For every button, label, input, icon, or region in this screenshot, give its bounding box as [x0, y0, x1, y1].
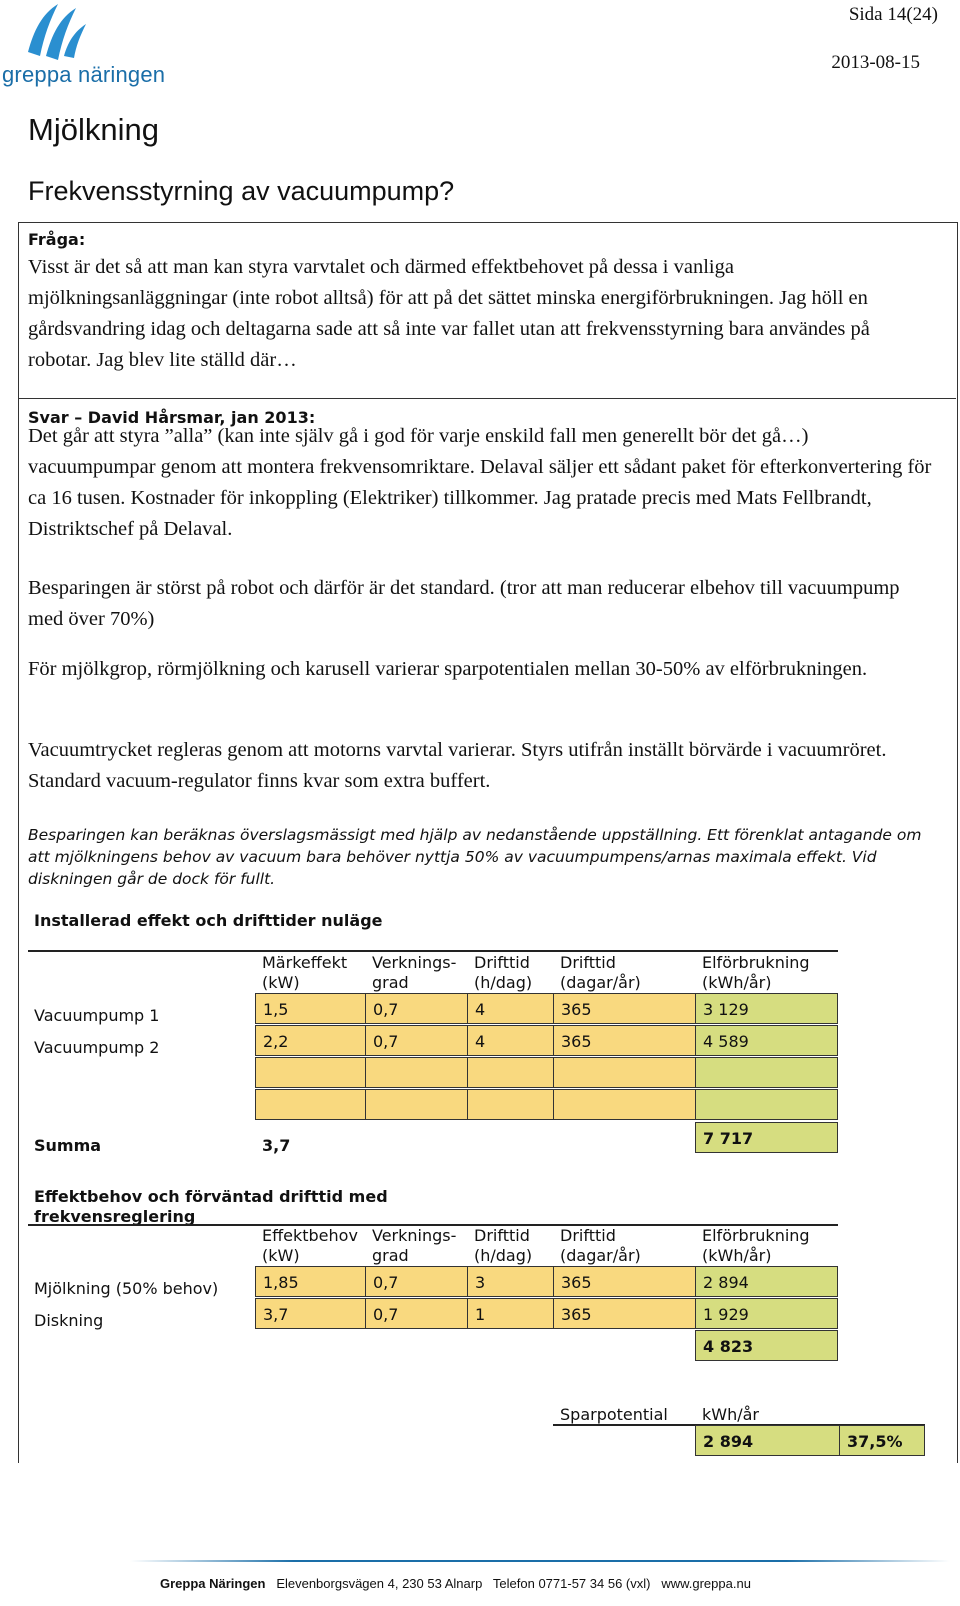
table2-row-label: Mjölkning (50% behov) [34, 1279, 219, 1298]
table1-cell: 365 [553, 1025, 697, 1056]
footer-web-link[interactable]: www.greppa.nu [661, 1576, 751, 1591]
answer-label: Svar – David Hårsmar, jan 2013: [28, 408, 316, 427]
answer-paragraph: Besparingen är störst på robot och därför är det standard. (tror att man reducerar elbehov till vacuumpump med över 70%) [28, 577, 900, 630]
table1-cell: 0,7 [365, 1025, 469, 1056]
table1-cell: 4 [467, 1025, 555, 1056]
savings-percent: 37,5% [839, 1425, 925, 1456]
table2-col-header: Effektbehov (kW) [262, 1226, 358, 1265]
table2-cell: 3,7 [255, 1298, 367, 1329]
table1-cell [695, 1089, 838, 1120]
table2-col-header: Verknings- grad [372, 1226, 457, 1265]
greppa-logo [0, 0, 170, 92]
table1-col-header: Elförbrukning (kWh/år) [702, 953, 810, 992]
answer-paragraph: Vacuumtrycket regleras genom att motorns varvtal varierar. Styrs utifrån inställt börvärde i vacuumröret. Standard vacuum-regulator finns kvar som extra buffert. [28, 739, 887, 792]
page-subtitle: Frekvensstyrning av vacuumpump? [28, 176, 455, 206]
table2-cell: 0,7 [365, 1266, 469, 1297]
table1-cell [467, 1089, 555, 1120]
logo-text: greppa näringen [2, 62, 166, 87]
table2-cell: 365 [553, 1266, 697, 1297]
table2-cell: 3 [467, 1266, 555, 1297]
table2-row-label: Diskning [34, 1311, 104, 1330]
table1-col-header: Drifttid (dagar/år) [560, 953, 641, 992]
page-title: Mjölkning [28, 112, 159, 147]
table1-top-rule [28, 950, 838, 952]
table1-title: Installerad effekt och drifttider nuläge [34, 911, 383, 930]
question-text: Visst är det så att man kan styra varvtalet och därmed effektbehovet på dessa i vanliga mjölkningsanläggningar (inte robot alltså) för att på det sättet minska energiförbrukningen. Jag höll en gårdsvandring idag och deltagarna sade att så inte var fallet utan att frekvensstyrning bara användes på robotar. Jag blev lite ställd där… [28, 256, 870, 371]
table1-cell [553, 1057, 697, 1088]
table1-cell [365, 1089, 469, 1120]
footer-address: Elevenborgsvägen 4, 230 53 Alnarp [276, 1576, 483, 1591]
calculation-note: Besparingen kan beräknas överslagsmässigt med hjälp av nedanstående uppställning. Ett förenklat antagande om att mjölkningens behov av vacuum bara behöver nyttja 50% av vacuumpumpens/arnas maximala effekt. Vid diskningen går de dock för fullt. [28, 826, 922, 888]
footer [160, 1576, 751, 1591]
table1-col-header: Verknings- grad [372, 953, 457, 992]
footer-phone: Telefon 0771-57 34 56 (vxl) [492, 1576, 651, 1591]
table1-cell: 2,2 [255, 1025, 367, 1056]
qa-divider [18, 398, 956, 399]
savings-value: 2 894 [695, 1425, 841, 1456]
document-date: 2013-08-15 [831, 52, 920, 73]
table1-cell: 0,7 [365, 993, 469, 1024]
table2-col-header: Elförbrukning (kWh/år) [702, 1226, 810, 1265]
table2-sum-energy: 4 823 [695, 1330, 838, 1361]
table1-cell: 4 [467, 993, 555, 1024]
table1-cell [255, 1057, 367, 1088]
footer-rule [130, 1560, 950, 1562]
table1-col-header: Drifttid (h/dag) [474, 953, 533, 992]
table2-col-header: Drifttid (h/dag) [474, 1226, 533, 1265]
table1-cell: 4 589 [695, 1025, 838, 1056]
table2-cell: 1 [467, 1298, 555, 1329]
table1-sum-energy: 7 717 [695, 1122, 838, 1153]
table2-cell: 0,7 [365, 1298, 469, 1329]
table1-cell [467, 1057, 555, 1088]
logo-mark-icon [20, 0, 90, 60]
table2-cell: 1 929 [695, 1298, 838, 1329]
table2-cell: 365 [553, 1298, 697, 1329]
table1-cell: 3 129 [695, 993, 838, 1024]
table1-cell [365, 1057, 469, 1088]
table1-cell: 1,5 [255, 993, 367, 1024]
question-label: Fråga: [28, 230, 86, 249]
answer-paragraph: För mjölkgrop, rörmjölkning och karusell varierar sparpotentialen mellan 30-50% av elförbrukningen. [28, 658, 868, 680]
table1-sum-power: 3,7 [262, 1136, 291, 1155]
table2-title: Effektbehov och förväntad drifttid med frekvensreglering [34, 1187, 388, 1226]
table1-col-header: Märkeffekt (kW) [262, 953, 348, 992]
footer-company: Greppa Näringen [160, 1576, 266, 1591]
savings-label: Sparpotential [560, 1405, 668, 1424]
page-number: Sida 14(24) [848, 4, 938, 25]
table1-sum-label: Summa [34, 1136, 102, 1155]
table2-cell: 2 894 [695, 1266, 838, 1297]
table1-cell [553, 1089, 697, 1120]
table1-row-label: Vacuumpump 1 [34, 1006, 160, 1025]
savings-unit: kWh/år [702, 1405, 759, 1424]
table1-cell [255, 1089, 367, 1120]
table1-cell [695, 1057, 838, 1088]
answer-paragraph: Det går att styra ”alla” (kan inte själv gå i god för varje enskild fall men generellt bör det gå…) vacuumpumpar genom att montera frekvensomriktare. Delaval säljer ett sådant paket för efterkonvertering för ca 16 tusen. Kostnader för inkoppling (Elektriker) tillkommer. Jag pratade precis med Mats Fellbrandt, Distriktschef på Delaval. [28, 425, 932, 540]
table1-row-label: Vacuumpump 2 [34, 1038, 160, 1057]
table2-cell: 1,85 [255, 1266, 367, 1297]
table2-col-header: Drifttid (dagar/år) [560, 1226, 641, 1265]
table1-cell: 365 [553, 993, 697, 1024]
